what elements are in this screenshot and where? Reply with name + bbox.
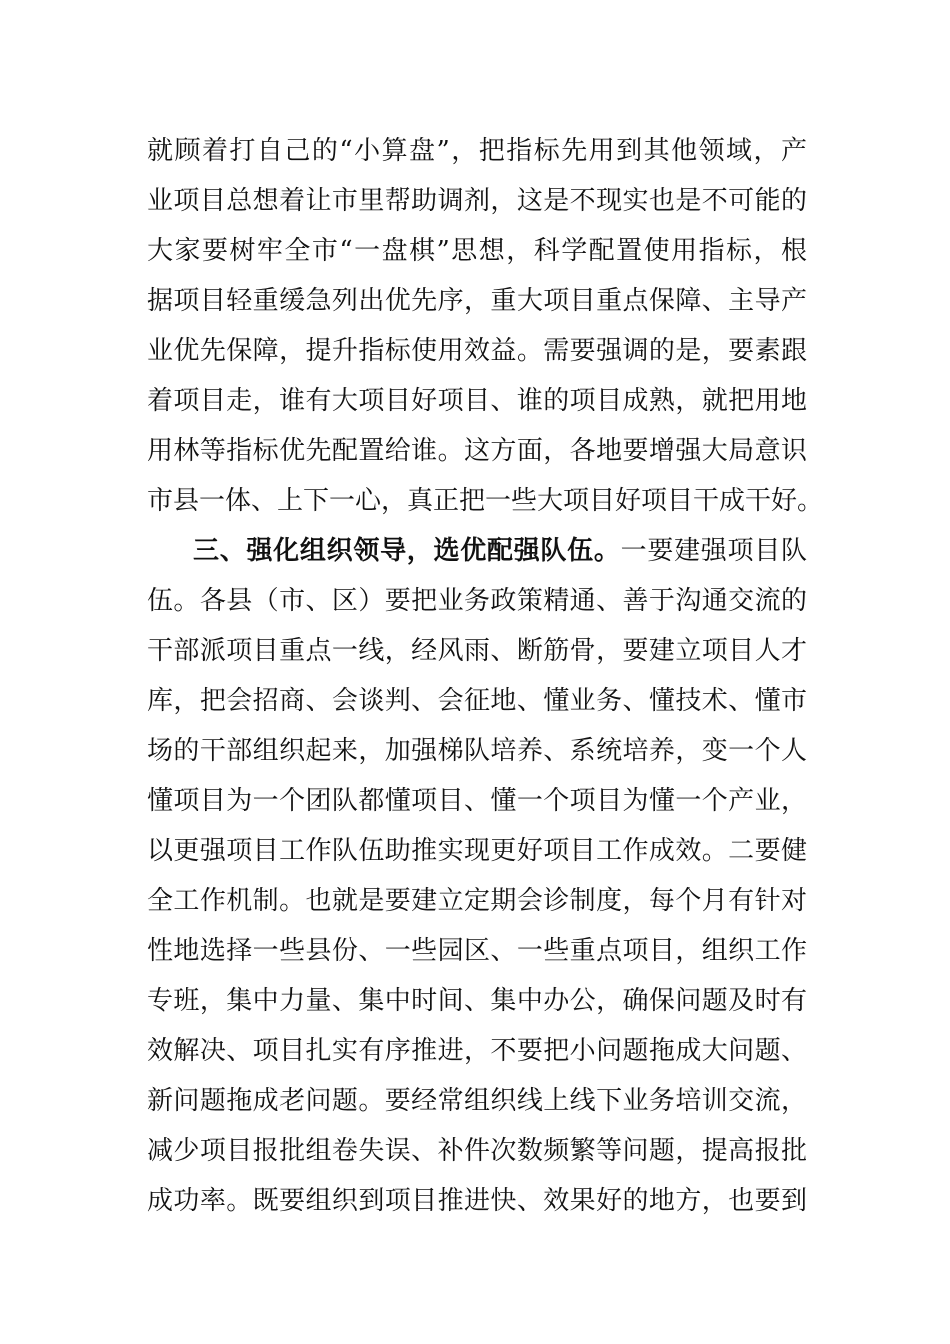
section-heading: 三、强化组织领导，选优配强队伍。 xyxy=(193,536,621,566)
paragraph-line: 库，把会招商、会谈判、会征地、懂业务、懂技术、懂市 xyxy=(147,686,807,716)
paragraph-line: 成功率。既要组织到项目推进快、效果好的地方，也要到 xyxy=(147,1186,807,1216)
paragraph-line: 业项目总想着让市里帮助调剂，这是不现实也是不可能的 xyxy=(147,186,807,216)
paragraph-line: 以更强项目工作队伍助推实现更好项目工作成效。二要健 xyxy=(147,836,807,866)
paragraph-line: 着项目走，谁有大项目好项目、谁的项目成熟，就把用地 xyxy=(147,386,807,416)
paragraph-line: 懂项目为一个团队都懂项目、懂一个项目为懂一个产业， xyxy=(147,786,807,816)
paragraph-line: 性地选择一些县份、一些园区、一些重点项目，组织工作 xyxy=(147,936,807,966)
paragraph-line: 干部派项目重点一线，经风雨、断筋骨，要建立项目人才 xyxy=(147,636,807,666)
paragraph-line: 就顾着打自己的“小算盘”，把指标先用到其他领域，产 xyxy=(147,136,807,166)
paragraph-line: 场的干部组织起来，加强梯队培养、系统培养，变一个人 xyxy=(147,736,807,766)
paragraph-line: 伍。各县（市、区）要把业务政策精通、善于沟通交流的 xyxy=(147,586,807,616)
section-first-line xyxy=(147,526,807,576)
paragraph-line: 全工作机制。也就是要建立定期会诊制度，每个月有针对 xyxy=(147,886,807,916)
body-text xyxy=(147,126,824,1226)
paragraph-line: 减少项目报批组卷失误、补件次数频繁等问题，提高报批 xyxy=(147,1136,807,1166)
paragraph-line: 用林等指标优先配置给谁。这方面，各地要增强大局意识 xyxy=(147,436,807,466)
paragraph-line: 效解决、项目扎实有序推进，不要把小问题拖成大问题、 xyxy=(147,1036,807,1066)
section-first-line-text: 一要建强项目队 xyxy=(620,536,807,566)
paragraph-line: 大家要树牢全市“一盘棋”思想，科学配置使用指标，根 xyxy=(147,236,807,266)
paragraph-line: 专班，集中力量、集中时间、集中办公，确保问题及时有 xyxy=(147,986,807,1016)
paragraph-line: 业优先保障，提升指标使用效益。需要强调的是，要素跟 xyxy=(147,336,807,366)
paragraph-line: 新问题拖成老问题。要经常组织线上线下业务培训交流， xyxy=(147,1086,807,1116)
paragraph-line: 据项目轻重缓急列出优先序，重大项目重点保障、主导产 xyxy=(147,286,807,316)
paragraph-line: 市县一体、上下一心，真正把一些大项目好项目干成干好。 xyxy=(147,486,824,516)
